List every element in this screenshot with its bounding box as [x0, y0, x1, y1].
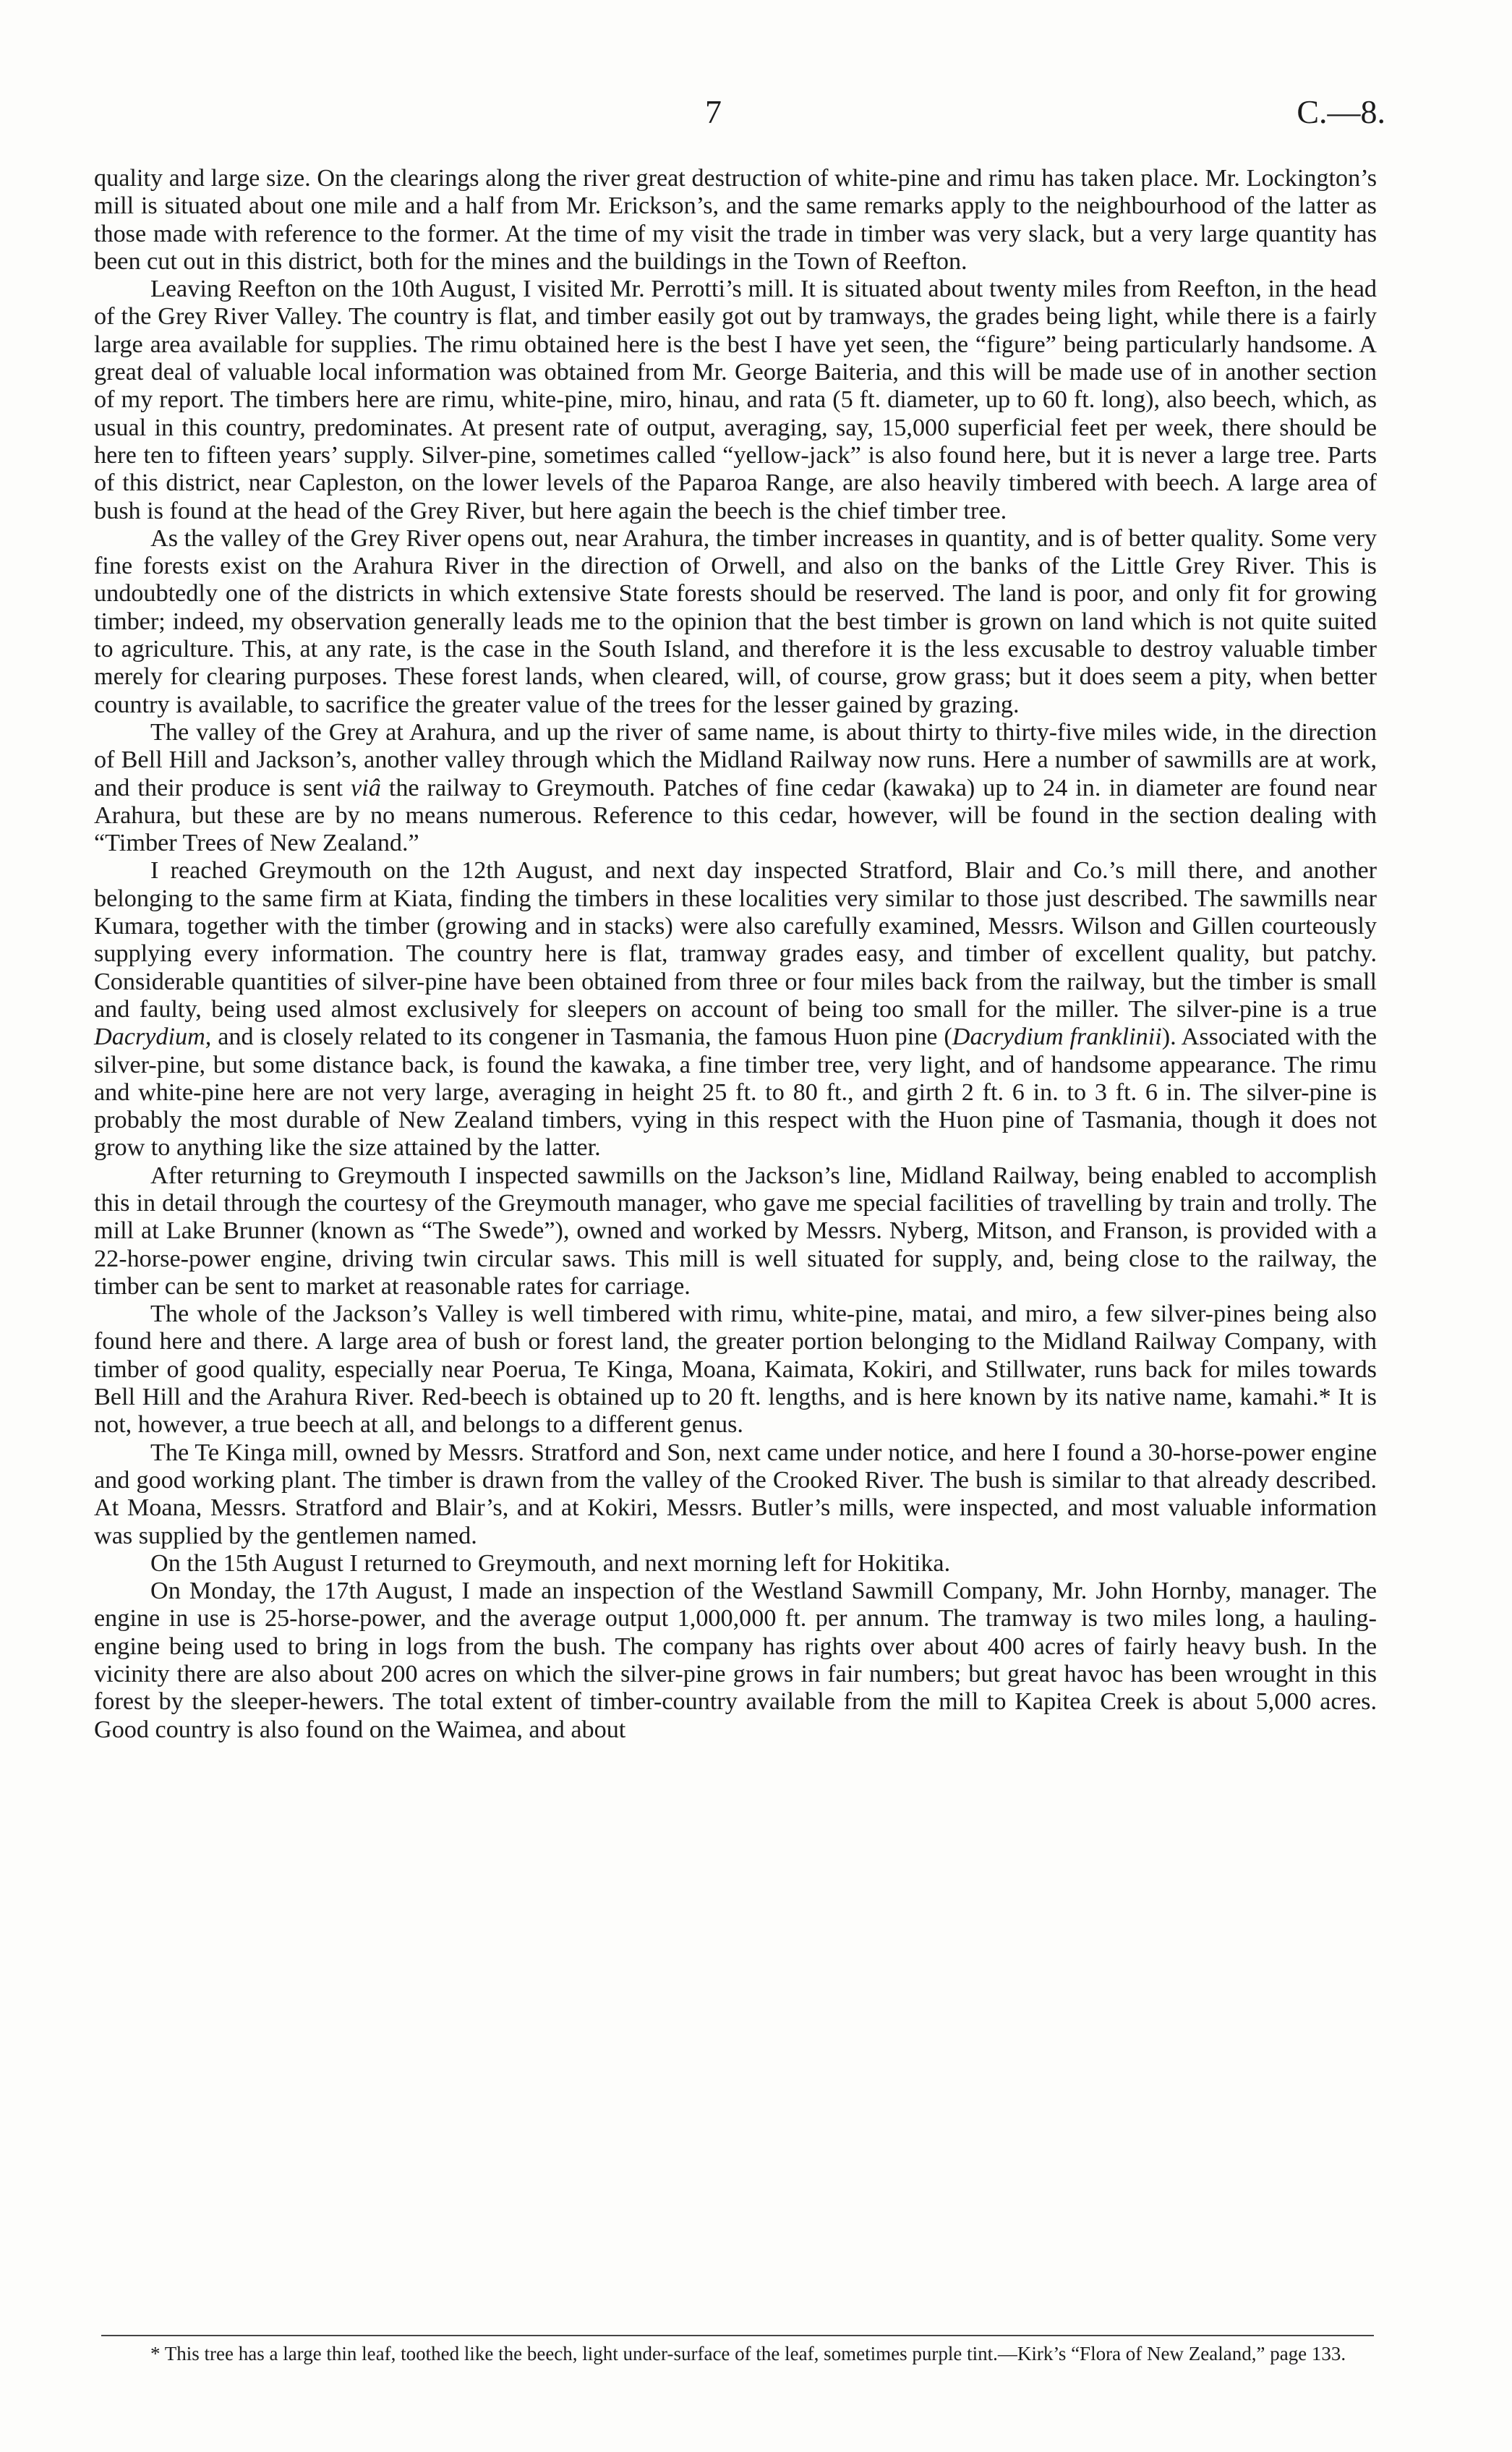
paragraph-2: Leaving Reefton on the 10th August, I visited Mr. Perrotti’s mill. It is situated about twenty miles from Reefton, in the head of the Grey River Valley. The country is flat, and timber easily got out by tramways, the grades being light, while there is a fairly large area available for supplies. The rimu obtained here is the best I have yet seen, the “figure” being particularly handsome. A great deal of valuable local information was obtained from Mr. George Baiteria, and this will be made use of in another section of my report. The timbers here are rimu, white-pine, miro, hinau, and rata (5 ft. diameter, up to 60 ft. long), also beech, which, as usual in this country, predominates. At present rate of output, averaging, say, 15,000 superficial feet per week, there should be here ten to fifteen years’ supply. Silver-pine, sometimes called “yellow-jack” is also found here, but it is never a large tree. Parts of this district, near Capleston, on the lower levels of the Paparoa Range, are also heavily timbered with beech. A large area of bush is found at the head of the Grey River, but here again the beech is the chief timber tree. — [94, 276, 1377, 524]
paragraph-8: The Te Kinga mill, owned by Messrs. Stratford and Son, next came under notice, and here I found a 30-horse-power engine and good working plant. The timber is drawn from the valley of the Crooked River. The bush is similar to that already described. At Moana, Messrs. Stratford and Blair’s, and at Kokiri, Messrs. Butler’s mills, were inspected, and most valuable information was supplied by the gentlemen named. — [94, 1439, 1377, 1549]
paragraph-4-part-b: the railway to Greymouth. Patches of fine cedar (kawaka) up to 24 in. in diameter are found near Arahura, but these are by no means numerous. Reference to this cedar, however, will be found in the section dealing with “Timber Trees of New Zealand.” — [94, 774, 1377, 857]
footnote-divider — [101, 2335, 1374, 2336]
document-code: C.—8. — [1297, 93, 1385, 130]
via-italic: viâ — [351, 774, 381, 801]
paragraph-5-part-b: and is closely related to its congener in Tasmania, the famous Huon pine ( — [211, 1023, 952, 1051]
paragraph-5 — [94, 857, 1377, 1162]
species-italic: Dacrydium franklinii — [952, 1023, 1162, 1051]
footnote: * This tree has a large thin leaf, toothed like the beech, light under-surface of the leaf, sometimes purple tint.—Kirk’s “Flora of New Zealand,” page 133. — [150, 2343, 1346, 2364]
paragraph-5-part-c: ). Associated with the silver-pine, but some distance back, is found the kawaka, a fine timber tree, very light, and of handsome appearance. The rimu and white-pine here are not very large, averaging in height 25 ft. to 80 ft., and girth 2 ft. 6 in. to 3 ft. 6 in. The silver-pine is probably the most durable of New Zealand timbers, vying in this respect with the Huon pine of Tasmania, though it does not grow to anything like the size attained by the latter. — [94, 1023, 1378, 1162]
page-number: 7 — [705, 93, 722, 130]
paragraph-10: On Monday, the 17th August, I made an inspection of the Westland Sawmill Company, Mr. John Hornby, manager. The engine in use is 25-horse-power, and the average output 1,000,000 ft. per annum. The tramway is two miles long, a hauling-engine being used to bring in logs from the bush. The company has rights over about 400 acres of fairly heavy bush. In the vicinity there are also about 200 acres on which the silver-pine grows in fair numbers; but great havoc has been wrought in this forest by the sleeper-hewers. The total extent of timber-country available from the mill to Kapitea Creek is about 5,000 acres. Good country is also found on the Waimea, and about — [94, 1578, 1377, 1743]
paragraph-1: quality and large size. On the clearings along the river great destruction of white-pine and rimu has taken place. Mr. Lockington’s mill is situated about one mile and a half from Mr. Erickson’s, and the same remarks apply to the neighbourhood of the latter as those made with reference to the former. At the time of my visit the trade in timber was very slack, but a very large quantity has been cut out in this district, both for the mines and the buildings in the Town of Reefton. — [94, 165, 1377, 275]
paragraph-3: As the valley of the Grey River opens out, near Arahura, the timber increases in quantity, and is of better quality. Some very fine forests exist on the Arahura River in the direction of Orwell, and also on the banks of the Little Grey River. This is undoubtedly one of the districts in which extensive State forests should be reserved. The land is poor, and only fit for growing timber; indeed, my observation generally leads me to the opinion that the best timber is grown on land which is not quite suited to agriculture. This, at any rate, is the case in the South Island, and therefore it is the less excusable to destroy valuable timber merely for clearing purposes. These forest lands, when cleared, will, of course, grow grass; but it does seem a pity, when better country is available, to sacrifice the greater value of the trees for the lesser gained by grazing. — [94, 524, 1377, 718]
paragraph-7: The whole of the Jackson’s Valley is well timbered with rimu, white-pine, matai, and miro, a few silver-pines being also found here and there. A large area of bush or forest land, the greater portion belonging to the Midland Railway Company, with timber of good quality, especially near Poerua, Te Kinga, Moana, Kaimata, Kokiri, and Stillwater, runs back for miles towards Bell Hill and the Arahura River. Red-beech is obtained up to 20 ft. lengths, and is here known by its native name, kamahi.* It is not, however, a true beech at all, and belongs to a different genus. — [94, 1301, 1377, 1439]
paragraph-4 — [94, 719, 1377, 857]
paragraph-9: On the 15th August I returned to Greymouth, and next morning left for Hokitika. — [150, 1549, 951, 1577]
paragraph-5-part-a: I reached Greymouth on the 12th August, and next day inspected Stratford, Blair and Co.’s mill there, and another belonging to the same firm at Kiata, finding the timbers in these localities very similar to those just described. The sawmills near Kumara, together with the timber (growing and in stacks) were also carefully examined, Messrs. Wilson and Gillen courteously supplying every information. The country here is flat, tramway grades easy, and timber of excellent quality, but patchy. Considerable quantities of silver-pine have been obtained from three or four miles back from the railway, but the timber is small and faulty, being used almost exclusively for sleepers on account of being too small for the miller. The silver-pine is a true — [94, 857, 1377, 1023]
paragraph-6: After returning to Greymouth I inspected sawmills on the Jackson’s line, Midland Railway, being enabled to accomplish this in detail through the courtesy of the Greymouth manager, who gave me special facilities of travelling by train and trolly. The mill at Lake Brunner (known as “The Swede”), owned and worked by Messrs. Nyberg, Mitson, and Franson, is provided with a 22-horse-power engine, driving twin circular saws. This mill is well situated for supply, and, being close to the railway, the timber can be sent to market at reasonable rates for carriage. — [94, 1162, 1377, 1300]
body-text — [94, 165, 1377, 1744]
paragraph-4-part-a: The valley of the Grey at Arahura, and up the river of same name, is about thirty to thirty-five miles wide, in the direction of Bell Hill and Jackson’s, another valley through which the Midland Railway now runs. Here a number of sawmills are at work, and their produce is sent — [94, 718, 1377, 801]
genus-italic: Dacrydium, — [94, 1023, 212, 1051]
